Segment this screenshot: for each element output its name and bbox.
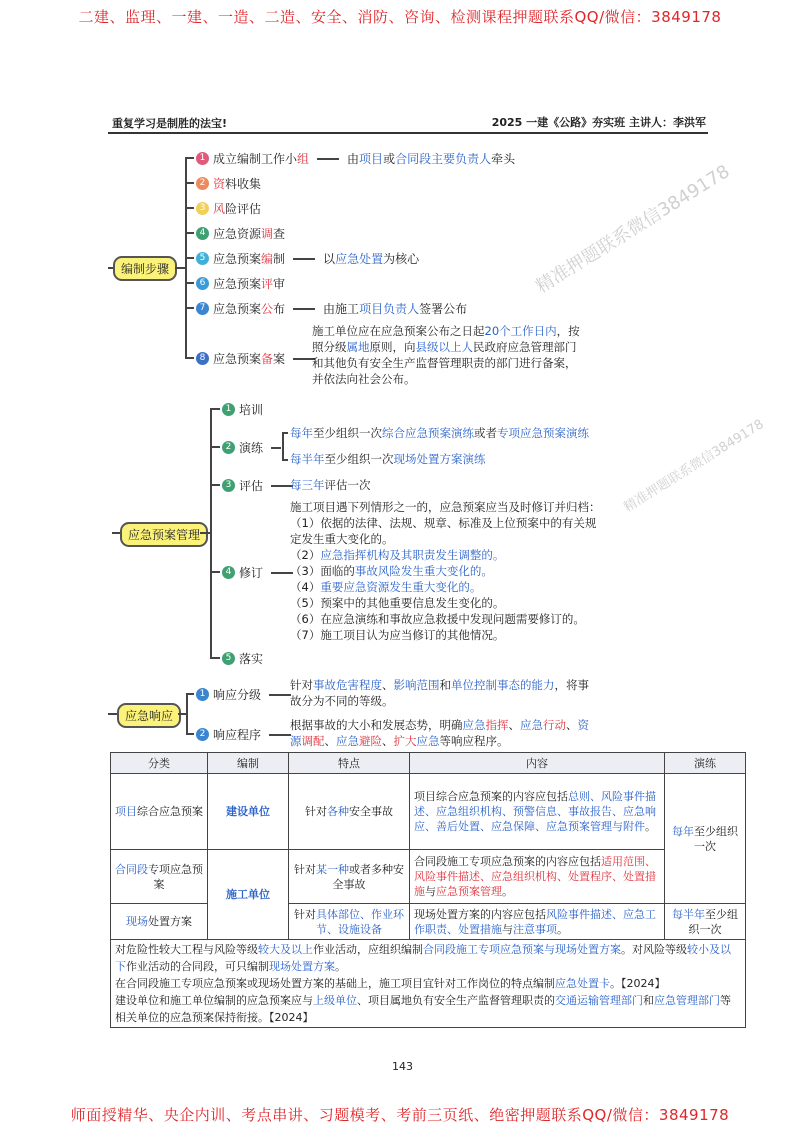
- table-notes-row: [111, 940, 746, 1028]
- cell-compiler: 建设单位: [208, 774, 289, 850]
- text-run: 。【2024】: [610, 977, 666, 990]
- text-run: 险评估: [225, 202, 262, 216]
- text-run: 制: [273, 252, 286, 266]
- text-run: 较小及以下: [115, 943, 731, 973]
- col-header: 分类: [111, 753, 208, 774]
- text-run: 至少组织一次: [694, 824, 738, 853]
- text-run: 具体部位、作业环节、设施设备: [316, 907, 404, 936]
- text-run: 应急预案: [213, 252, 262, 266]
- step-item: [196, 175, 261, 192]
- text-run: 20个工作日内: [484, 324, 557, 338]
- text-run: 故分为不同的等级。: [290, 694, 394, 708]
- item-number-badge: 2: [196, 728, 209, 741]
- text-run: 案: [273, 352, 286, 366]
- text-line: [312, 355, 580, 371]
- item-label: 修订: [239, 566, 264, 580]
- text-run: 。: [335, 960, 346, 973]
- text-run: 处置方案: [148, 915, 192, 928]
- text-run: 适用范围、风险事件描述、应急组织机构、处置程序、处置措施: [414, 855, 656, 898]
- management-item: [222, 401, 263, 418]
- response-item: [196, 726, 291, 743]
- text-run: 料收集: [225, 177, 262, 191]
- text-run: 根据事故的大小和发展态势，明确: [290, 718, 463, 732]
- connector: [210, 408, 220, 410]
- text-run: 资: [213, 177, 226, 191]
- text-run: 施工单位应在应急预案公布之日起: [312, 324, 485, 338]
- text-run: 牵头: [491, 152, 516, 166]
- table-header-row: [111, 753, 746, 774]
- text-line: [290, 677, 589, 693]
- col-header: 编制: [208, 753, 289, 774]
- text-run: 各种: [327, 805, 349, 818]
- text-run: 资: [577, 718, 589, 732]
- text-run: 合同段施工专项应急预案的内容应包括: [414, 855, 601, 868]
- watermark: 精准押题联系微信3849178: [532, 160, 734, 298]
- text-run: 至少组织一次: [324, 452, 394, 466]
- connector: [269, 694, 291, 696]
- text-run: 定发生重大变化的。: [290, 532, 394, 546]
- text-run: 指挥: [485, 718, 509, 732]
- item-number-badge: 4: [222, 566, 235, 579]
- text-line: [312, 323, 580, 339]
- management-item: [222, 439, 281, 456]
- text-run: 原则，向: [369, 340, 416, 354]
- text-run: （5）预案中的其他重要信息发生变化的。: [290, 596, 505, 610]
- item-label: 演练: [239, 441, 264, 455]
- text-run: 签署公布: [419, 302, 468, 316]
- text-run: 组: [297, 152, 310, 166]
- text-run: 综合应急预案: [137, 805, 203, 818]
- text-run: 作业活动，应组织编制: [313, 943, 423, 956]
- topic-emergency-response: 应急响应: [117, 703, 181, 728]
- text-run: 应急: [416, 734, 440, 748]
- text-run: 至少组织一次: [688, 907, 738, 936]
- text-line: [115, 992, 741, 1026]
- text-run: 。: [645, 820, 656, 833]
- step-label: [213, 275, 285, 292]
- text-run: 现场: [126, 915, 148, 928]
- step-label: [213, 150, 309, 167]
- text-run: 单位控制事态的能力: [451, 678, 555, 692]
- step-number-badge: 3: [196, 202, 209, 215]
- text-run: 或: [383, 152, 396, 166]
- connector: [293, 308, 315, 310]
- connector: [317, 158, 339, 160]
- text-run: 建设单位和施工单位编制的应急预案应与: [115, 994, 313, 1007]
- text-run: 等响应程序。: [439, 734, 509, 748]
- text-run: 与: [425, 885, 436, 898]
- text-run: 每三年: [290, 478, 325, 492]
- header-rule: [108, 132, 708, 134]
- header-slogan: 重复学习是制胜的法宝!: [112, 117, 228, 130]
- text-run: 应急处置卡: [555, 977, 610, 990]
- text-run: 总则、风险事件描述、应急组织机构、预警信息、事故报告、应急响应、善后处置、应急保障、应急预案管理与附件: [414, 790, 656, 833]
- text-run: 合同段施工专项应急预案与现场处置方案: [423, 943, 621, 956]
- col-header: 特点: [289, 753, 410, 774]
- text-run: 影响范围: [393, 678, 440, 692]
- text-run: 和其他负有安全生产监督管理职责的部门进行备案，: [312, 356, 577, 370]
- item-label: 响应程序: [213, 728, 262, 742]
- text-line: [290, 733, 589, 749]
- text-run: 对危险性较大工程与风险等级: [115, 943, 258, 956]
- item-label: 落实: [239, 652, 264, 666]
- text-run: 、: [382, 734, 394, 748]
- step-label: [213, 175, 261, 192]
- text-run: 应急资源: [213, 227, 262, 241]
- text-run: 应急预案: [213, 302, 262, 316]
- text-run: 调: [261, 227, 274, 241]
- text-run: ，将事: [554, 678, 589, 692]
- text-run: 风: [213, 202, 226, 216]
- text-run: 每半年: [672, 907, 705, 921]
- text-run: 项目综合应急预案的内容应包括: [414, 790, 568, 803]
- text-run: 某一种: [316, 862, 349, 876]
- table-row: [111, 850, 746, 904]
- connector: [185, 207, 194, 209]
- text-run: 为核心: [383, 252, 420, 266]
- text-run: 查: [273, 227, 286, 241]
- text-run: 现场处置方案的内容应包括: [414, 907, 546, 921]
- text-run: 编: [261, 252, 274, 266]
- connector: [210, 446, 220, 448]
- step-detail: [323, 250, 419, 267]
- text-run: 应急: [462, 718, 486, 732]
- text-line: [290, 499, 601, 515]
- text-line: [290, 563, 601, 579]
- connector: [210, 657, 220, 659]
- text-run: 针对: [294, 862, 316, 876]
- text-run: 源: [290, 734, 302, 748]
- connector: [185, 357, 194, 359]
- cell-category: [111, 774, 208, 850]
- text-run: 上级单位: [313, 994, 357, 1007]
- text-run: 备: [261, 352, 274, 366]
- topic-compile-steps: 编制步骤: [113, 256, 177, 281]
- text-line: [290, 579, 601, 595]
- text-run: 合同段主要负责人: [395, 152, 492, 166]
- text-run: 、项目属地负有安全生产监督管理职责的: [357, 994, 555, 1007]
- text-run: 专项应急预案演练: [497, 426, 589, 440]
- header-course: 2025 一建《公路》夯实班 主讲人：李洪军: [491, 116, 706, 129]
- text-run: 应急预案管理: [436, 885, 502, 898]
- connector: [185, 232, 194, 234]
- text-run: 。: [502, 885, 513, 898]
- text-run: 事故危害程度: [313, 678, 382, 692]
- step-label: [213, 300, 285, 317]
- item-label: 响应分级: [213, 688, 262, 702]
- text-line: [290, 693, 589, 709]
- text-run: 民政府应急管理部门: [473, 340, 577, 354]
- text-run: 风险事件描述、应急工作职责、处置措施: [414, 907, 656, 936]
- text-run: （2）: [290, 548, 321, 562]
- col-header: 演练: [665, 753, 746, 774]
- text-run: 或者: [474, 426, 497, 440]
- plan-comparison-table: [110, 752, 746, 1028]
- top-banner: 二建、监理、一建、一造、二造、安全、消防、咨询、检测课程押题联系QQ/微信：3849178: [78, 8, 722, 26]
- text-run: 针对: [294, 907, 316, 921]
- text-run: 行动: [543, 718, 566, 732]
- text-run: 项目: [359, 152, 384, 166]
- text-run: 布: [273, 302, 286, 316]
- step-number-badge: 5: [196, 252, 209, 265]
- text-run: 调配: [301, 734, 325, 748]
- text-run: 应急预案: [213, 352, 262, 366]
- step-detail: [347, 150, 515, 167]
- text-run: 或者多种安全事故: [332, 862, 404, 891]
- text-run: 由: [347, 152, 360, 166]
- topic-plan-management: 应急预案管理: [120, 522, 208, 547]
- item-number-badge: 1: [196, 688, 209, 701]
- text-run: 等相关单位的应急预案保持衔接。【2024】: [115, 994, 731, 1024]
- text-run: 、: [508, 718, 520, 732]
- text-run: 公: [261, 302, 274, 316]
- text-run: 注意事项: [513, 922, 557, 936]
- text-run: 扩大: [393, 734, 417, 748]
- col-header: 内容: [410, 753, 665, 774]
- text-run: ，按: [556, 324, 580, 338]
- text-run: 评估一次: [324, 478, 371, 492]
- connector: [271, 447, 281, 449]
- text-run: （3）面临的: [290, 564, 355, 578]
- step-item: [196, 150, 515, 167]
- text-run: 针对: [290, 678, 313, 692]
- text-line: [290, 611, 601, 627]
- text-line: [290, 627, 601, 643]
- connector: [186, 733, 194, 735]
- step-item: [196, 350, 319, 367]
- text-run: 由施工: [323, 302, 360, 316]
- text-run: （1）依据的法律、法规、规章、标准及上位预案中的有关规: [290, 516, 597, 530]
- connector: [186, 693, 194, 695]
- text-run: 每年: [672, 824, 694, 838]
- page-number: 143: [392, 1060, 413, 1073]
- text-run: 重要应急资源发生重大变化的。: [320, 580, 482, 594]
- text-run: 应急: [520, 718, 543, 732]
- connector: [185, 157, 194, 159]
- table-notes: [111, 940, 746, 1028]
- cell-content: [410, 850, 665, 904]
- step-number-badge: 6: [196, 277, 209, 290]
- text-run: （6）在应急演练和事故应急救援中发现问题需要修订的。: [290, 612, 585, 626]
- step-item: [196, 200, 261, 217]
- step-number-badge: 2: [196, 177, 209, 190]
- text-run: 成立编制工作小: [213, 152, 298, 166]
- bottom-banner: 师面授精华、央企内训、考点串讲、习题模考、考前三页纸、绝密押题联系QQ/微信：3849178: [70, 1106, 730, 1124]
- text-run: 在合同段施工专项应急预案或现场处置方案的基础上，施工项目宜针对工作岗位的特点编制: [115, 977, 555, 990]
- text-run: 评: [261, 277, 274, 291]
- text-run: 综合应急预案演练: [382, 426, 474, 440]
- cell-category: [111, 850, 208, 904]
- text-line: [290, 531, 601, 547]
- management-item: [222, 477, 293, 494]
- item-number-badge: 2: [222, 441, 235, 454]
- connector: [269, 734, 291, 736]
- response-item: [196, 686, 291, 703]
- table-row: [111, 774, 746, 850]
- text-run: 安全事故: [349, 805, 393, 818]
- text-run: 合同段: [115, 862, 148, 876]
- text-run: 针对: [305, 805, 327, 818]
- text-run: 作业活动的合同段，可只编制: [126, 960, 269, 973]
- text-run: （7）施工项目认为应当修订的其他情况。: [290, 628, 505, 642]
- item-number-badge: 5: [222, 652, 235, 665]
- text-run: 和: [643, 994, 654, 1007]
- connector: [210, 571, 220, 573]
- item-number-badge: 1: [222, 403, 235, 416]
- text-run: 至少组织一次: [313, 426, 382, 440]
- text-run: 较大及以上: [258, 943, 313, 956]
- cell-content: [410, 904, 665, 940]
- step-item: [196, 225, 285, 242]
- item-label: 培训: [239, 403, 264, 417]
- connector: [185, 282, 194, 284]
- text-line: [290, 420, 589, 446]
- text-run: 属地: [346, 340, 370, 354]
- text-run: 审: [273, 277, 286, 291]
- step-label: [213, 350, 285, 367]
- text-run: 避险: [359, 734, 382, 748]
- text-run: 现场处置方案演练: [393, 452, 486, 466]
- connector: [210, 484, 220, 486]
- text-run: 应急指挥机构及其职责发生调整的。: [320, 548, 505, 562]
- step-number-badge: 4: [196, 227, 209, 240]
- connector: [185, 257, 194, 259]
- text-line: [312, 339, 580, 355]
- text-run: 以: [323, 252, 336, 266]
- cell-drill: [665, 774, 746, 904]
- connector: [185, 307, 194, 309]
- text-line: [312, 371, 580, 387]
- watermark-2: 精准押题联系微信3849178: [621, 416, 767, 516]
- text-run: 应急处置: [335, 252, 384, 266]
- step-label: [213, 200, 261, 217]
- table-row: [111, 904, 746, 940]
- cell-content: [410, 774, 665, 850]
- step-number-badge: 7: [196, 302, 209, 315]
- connector: [185, 182, 194, 184]
- text-run: 专项应急预案: [148, 862, 203, 891]
- item-label: 评估: [239, 479, 264, 493]
- step-label: [213, 250, 285, 267]
- text-run: 应急管理部门: [654, 994, 720, 1007]
- step-item: [196, 250, 419, 267]
- text-line: [290, 515, 601, 531]
- text-run: 项目: [115, 805, 137, 818]
- step-number-badge: 1: [196, 152, 209, 165]
- text-line: [290, 446, 589, 472]
- cell-feature: [289, 850, 410, 904]
- management-item: [222, 564, 293, 581]
- text-run: 照分级: [312, 340, 347, 354]
- cell-feature: [289, 904, 410, 940]
- text-line: [115, 941, 741, 975]
- text-run: 应急: [336, 734, 359, 748]
- text-run: 。: [557, 922, 568, 936]
- text-line: [290, 717, 589, 733]
- text-line: [115, 975, 741, 992]
- text-line: [290, 595, 601, 611]
- text-run: 、: [566, 718, 578, 732]
- response-detail: [290, 717, 589, 749]
- cell-drill: [665, 904, 746, 940]
- response-detail: [290, 677, 589, 709]
- text-run: 县级以上人: [415, 340, 473, 354]
- cell-feature: [289, 774, 410, 850]
- step-item: [196, 275, 285, 292]
- management-item: [222, 650, 263, 667]
- text-run: 与: [502, 922, 513, 936]
- text-run: 、: [382, 678, 394, 692]
- text-run: 每年: [290, 426, 313, 440]
- text-run: 交通运输管理部门: [555, 994, 643, 1007]
- text-run: 应急预案: [213, 277, 262, 291]
- step-item: [196, 300, 467, 317]
- step-label: [213, 225, 285, 242]
- text-run: 项目负责人: [359, 302, 420, 316]
- step-detail: [323, 300, 467, 317]
- text-run: 施工项目遇下列情形之一的，应急预案应当及时修订并归档：: [290, 500, 601, 514]
- cell-category: [111, 904, 208, 940]
- text-run: 现场处置方案: [269, 960, 335, 973]
- connector: [293, 258, 315, 260]
- text-run: 每半年: [290, 452, 325, 466]
- text-run: 。对风险等级: [621, 943, 687, 956]
- item-number-badge: 3: [222, 479, 235, 492]
- cell-compiler: 施工单位: [208, 850, 289, 940]
- text-run: 并依法向社会公布。: [312, 372, 416, 386]
- step-number-badge: 8: [196, 352, 209, 365]
- text-run: （4）: [290, 580, 321, 594]
- text-run: 、: [324, 734, 336, 748]
- text-line: [290, 547, 601, 563]
- text-run: 事故风险发生重大变化的。: [354, 564, 493, 578]
- text-run: 和: [439, 678, 451, 692]
